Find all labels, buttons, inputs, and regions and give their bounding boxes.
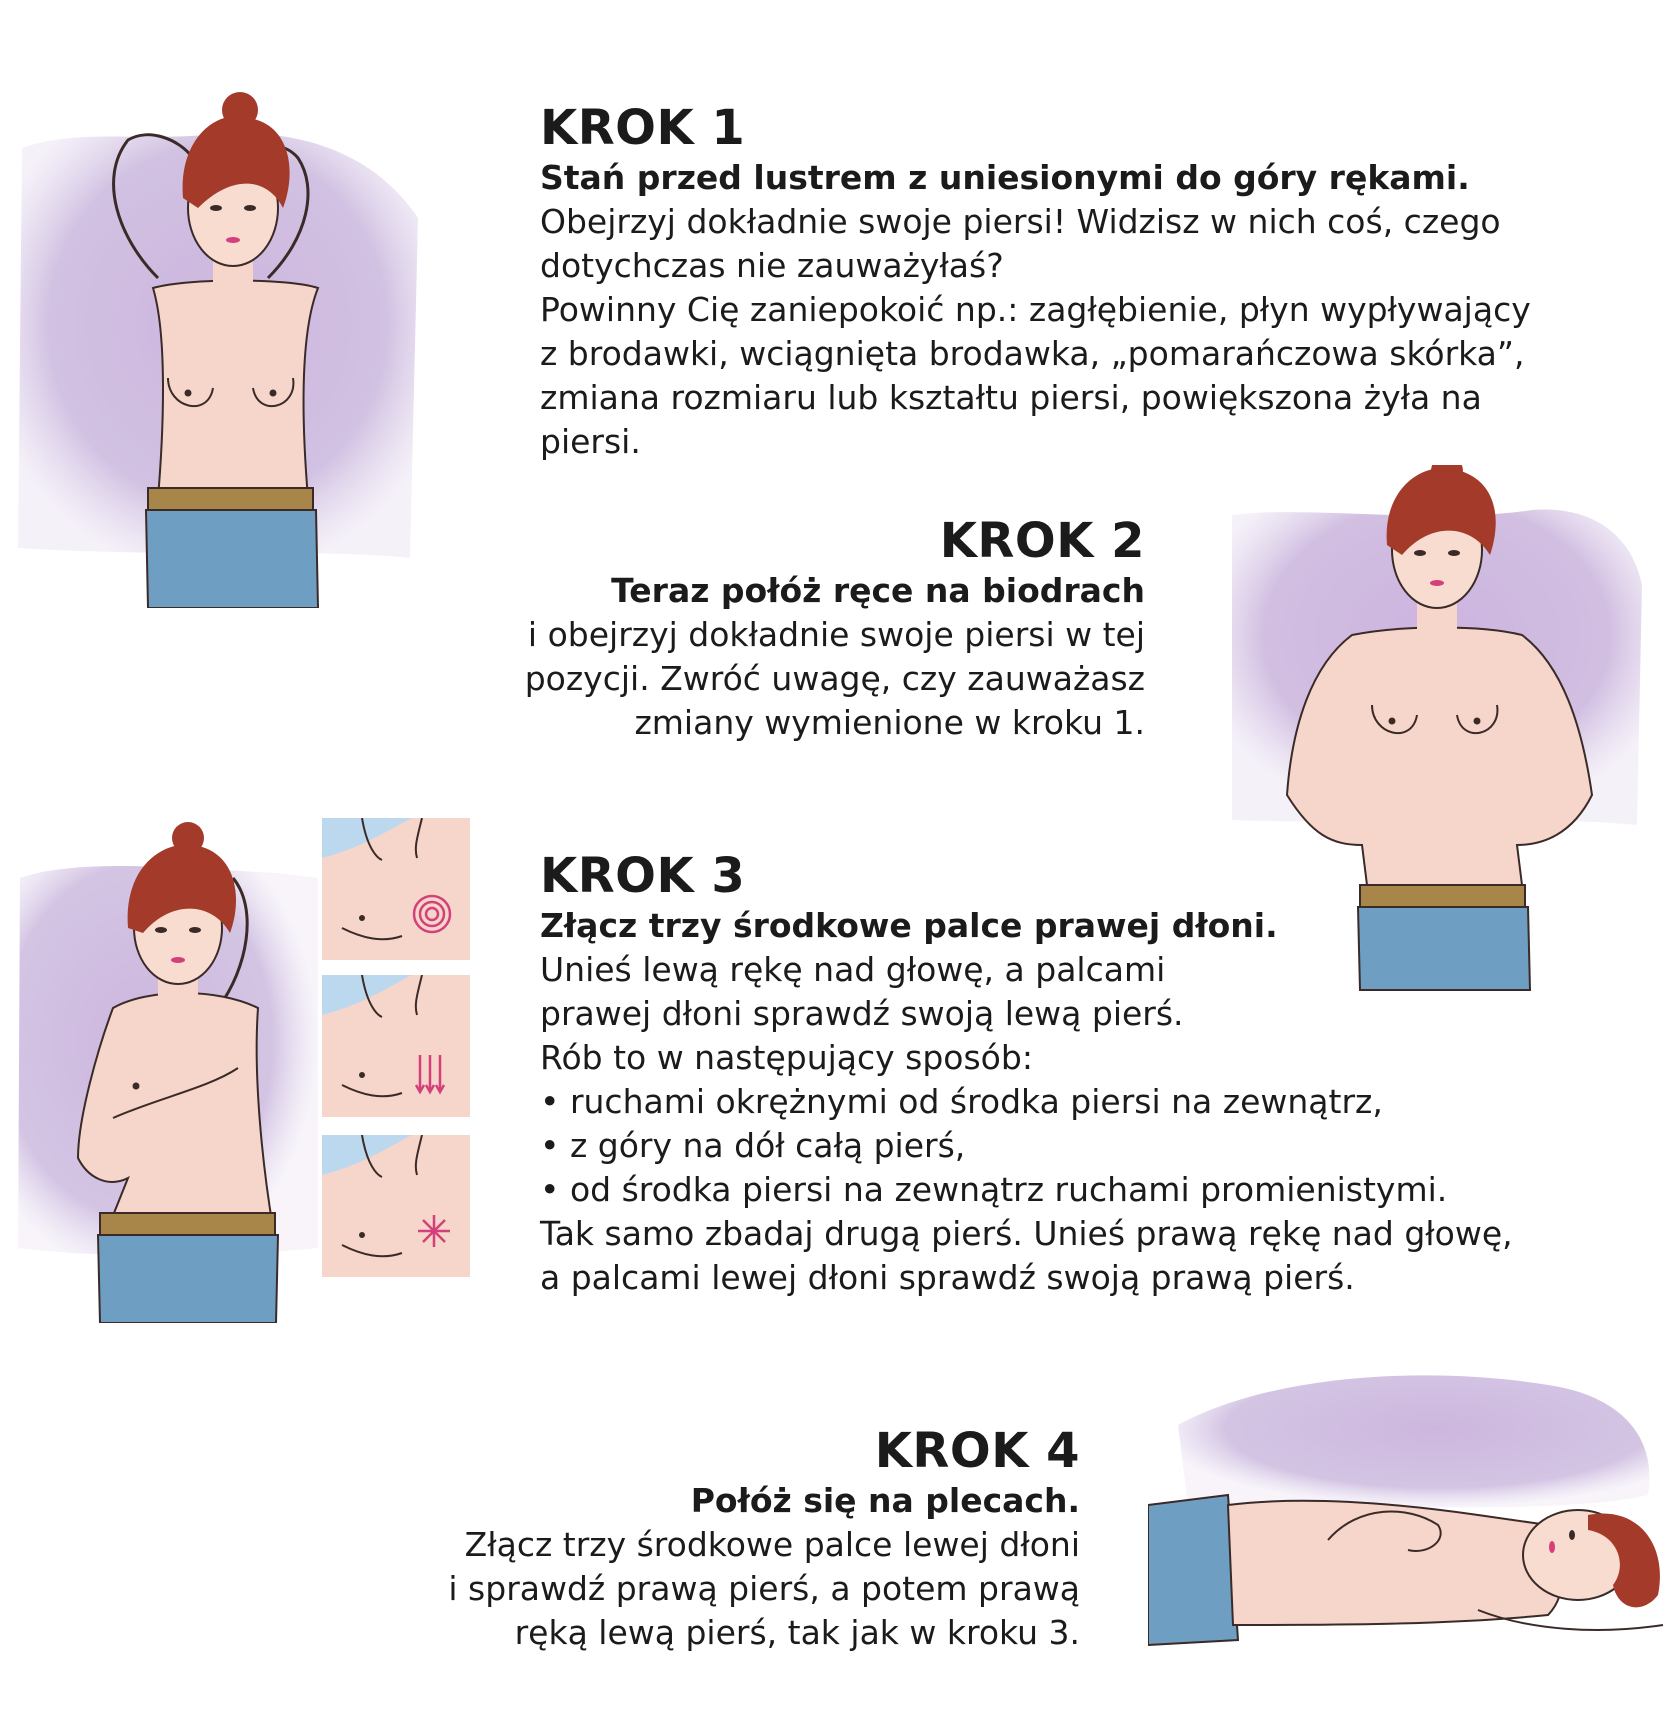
step3-line-5: • z góry na dół całą pierś, [540, 1126, 966, 1165]
step1-line-4: z brodawki, wciągnięta brodawka, „pomarańczowa skórka”, [540, 334, 1525, 373]
step2-line-1: i obejrzyj dokładnie swoje piersi w tej [527, 615, 1145, 654]
step1-text [540, 100, 1600, 464]
step2-line-3: zmiany wymienione w kroku 1. [634, 703, 1145, 742]
step3-panel-vertical [322, 975, 470, 1117]
step4-illustration [1148, 1355, 1670, 1655]
step4-line-3: ręką lewą pierś, tak jak w kroku 3. [514, 1613, 1080, 1652]
step3-line-2: prawej dłoni sprawdź swoją lewą pierś. [540, 994, 1184, 1033]
step3-lead: Złącz trzy środkowe palce prawej dłoni. [540, 906, 1278, 945]
step2-text [460, 513, 1145, 745]
step3-line-6: • od środka piersi na zewnątrz ruchami promienistymi. [540, 1170, 1448, 1209]
step3-line-1: Unieś lewą rękę nad głowę, a palcami [540, 950, 1166, 989]
step3-line-4: • ruchami okrężnymi od środka piersi na zewnątrz, [540, 1082, 1383, 1121]
step2-title: KROK 2 [939, 513, 1145, 569]
step4-text [380, 1423, 1080, 1655]
step4-line-1: Złącz trzy środkowe palce lewej dłoni [464, 1525, 1080, 1564]
step1-line-6: piersi. [540, 422, 641, 461]
step2-line-2: pozycji. Zwróć uwagę, czy zauważasz [524, 659, 1145, 698]
step3-title: KROK 3 [540, 848, 746, 904]
step2-lead: Teraz połóż ręce na biodrach [611, 571, 1145, 610]
step4-title: KROK 4 [874, 1423, 1080, 1479]
step1-illustration [18, 78, 428, 608]
step1-line-2: dotychczas nie zauważyłaś? [540, 246, 1004, 285]
step4-lead: Połóż się na plecach. [690, 1481, 1080, 1520]
step3-line-3: Rób to w następujący sposób: [540, 1038, 1033, 1077]
step1-lead: Stań przed lustrem z uniesionymi do góry rękami. [540, 158, 1470, 197]
step3-line-8: a palcami lewej dłoni sprawdź swoją prawą pierś. [540, 1258, 1355, 1297]
step1-line-3: Powinny Cię zaniepokoić np.: zagłębienie, płyn wypływający [540, 290, 1531, 329]
step4-line-2: i sprawdź prawą pierś, a potem prawą [448, 1569, 1080, 1608]
step1-line-1: Obejrzyj dokładnie swoje piersi! Widzisz w nich coś, czego [540, 202, 1501, 241]
step1-line-5: zmiana rozmiaru lub kształtu piersi, powiększona żyła na [540, 378, 1482, 417]
step3-text [540, 848, 1600, 1300]
step3-panel-circular [322, 818, 470, 960]
step3-panel-radial [322, 1135, 470, 1277]
step3-line-7: Tak samo zbadaj drugą pierś. Unieś prawą rękę nad głowę, [540, 1214, 1513, 1253]
step1-title: KROK 1 [540, 100, 746, 156]
